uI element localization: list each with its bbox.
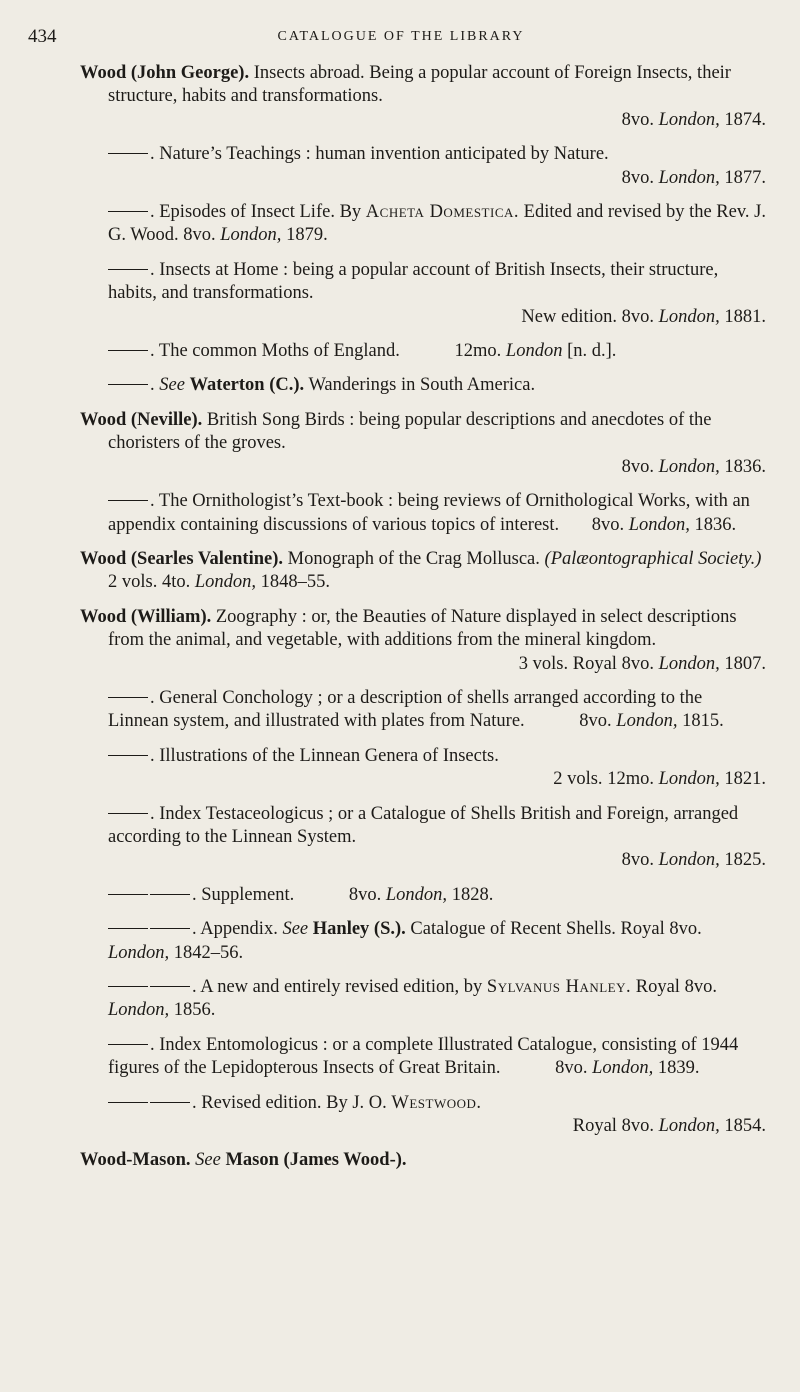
entry-imprint: 8vo. London, 1877. [621,167,766,188]
ditto-dash [150,1102,190,1103]
ditto-dash [108,894,148,895]
entry-general-conchology: . General Conchology ; or a description of shells arranged according to the Linnean system, and illustrated with plates from Nature. 8vo. London, 1815. [108,687,724,732]
ditto-dash [108,928,148,929]
ditto-dash [150,986,190,987]
entry-insects-at-home [80,259,766,329]
ditto-dash [108,986,148,987]
entry-revised-edition-hanley: . A new and entirely revised edition, by Sylvanus Hanley. Royal 8vo. London, 1856. [108,977,717,1021]
entry-heading: Wood-Mason. [80,1150,191,1171]
cross-reference: Hanley (S.). [312,919,406,940]
cross-reference: Mason (James Wood-). [225,1150,407,1171]
entry-see-waterton: . See Waterton (C.). Wanderings in South America. [80,374,766,397]
entry-title: . Index Testaceologicus ; or a Catalogue of Shells British and Foreign, arranged according to the Linnean System. [108,803,739,847]
entry-title: . The Ornithologist’s Text-book : being reviews of Ornithological Works, with an appendix containing discussions of various topics of interest. [108,491,750,535]
entry-wood-neville [80,409,766,479]
ditto-dash [108,755,148,756]
page-header [28,22,774,62]
entry-title: . Index Entomologicus : or a complete Illustrated Catalogue, consisting of 1944 figures of the Lepidopterous Insects of Great Britain. [108,1034,739,1079]
entry-wood-searles-valentine: Wood (Searles Valentine). Monograph of the Crag Mollusca. (Palæontographical Society.) 2 vols. 4to. London, 1848–55. [80,548,762,593]
ditto-dash [108,153,148,154]
entry-imprint: 8vo. London, 1825. [621,850,766,871]
entry-appendix-see-hanley: . Appendix. See Hanley (S.). Catalogue of Recent Shells. Royal 8vo. London, 1842–56. [108,919,702,963]
entry-wood-william [80,606,766,676]
entry-common-moths: . The common Moths of England. 12mo. London [n. d.]. [80,340,766,363]
entry-wood-john-george [80,62,766,132]
entry-heading: Wood (John George). [80,63,250,83]
entry-heading: Wood (William). [80,606,212,627]
ditto-dash [108,384,148,385]
entry-title: Zoography : or, the Beauties of Nature displayed in select descriptions from the animal, and vegetable, with additions from the mineral kingdom. [108,606,737,651]
entry-ornithologists-text-book: . The Ornithologist’s Text-book : being reviews of Ornithological Works, with an appendix containing discussions of various topics of interest. 8vo. London, 1836. [108,491,750,535]
ditto-dash [108,269,148,270]
ditto-dash [108,500,148,501]
entry-title: Insects abroad. Being a popular account of Foreign Insects, their structure, habits and transformations. [108,63,731,107]
entry-title: British Song Birds : being popular descriptions and anecdotes of the choristers of the groves. [108,409,712,454]
entry-imprint: 2 vols. 12mo. London, 1821. [553,769,766,790]
entry-supplement: . Supplement. 8vo. London, 1828. [80,884,766,907]
entry-natures-teachings [80,143,766,190]
entry-author: Westwood. [391,1092,482,1113]
entry-revised-westwood: . Revised edition. By J. O. Westwood. Royal 8vo. London, 1854. [80,1092,766,1139]
ditto-dash [108,1044,148,1045]
entry-imprint: Royal 8vo. London, 1854. [572,1116,766,1137]
cross-reference: Waterton (C.). [189,375,305,396]
entry-title: . General Conchology ; or a description of shells arranged according to the Linnean system, and illustrated with plates from Nature. [108,687,703,732]
entry-imprint: 8vo. London, 1874. [621,109,766,130]
running-title: CATALOGUE OF THE LIBRARY [277,29,525,44]
entry-title: . Nature’s Teachings : human invention anticipated by Nature. [150,144,609,165]
entry-wood-mason: Wood-Mason. See Mason (James Wood-). [80,1150,407,1171]
entry-illustrations-linnean-genera [80,745,766,792]
ditto-dash [108,813,148,814]
page-number: 434 [28,26,57,47]
ditto-dash [108,350,148,351]
ditto-dash [108,1102,148,1103]
entry-author: Sylvanus Hanley. [486,977,632,997]
entry-index-entomologicus: . Index Entomologicus : or a complete Illustrated Catalogue, consisting of 1944 figures of the Lepidopterous Insects of Great Britain. 8vo. London, 1839. [108,1034,739,1079]
entry-imprint: 3 vols. Royal 8vo. London, 1807. [518,653,766,674]
entry-title: . Insects at Home : being a popular account of British Insects, their structure, habits, and transformations. [108,259,719,304]
catalogue-content [80,62,766,1173]
entry-heading: Wood (Searles Valentine). [80,548,283,569]
entry-heading: Wood (Neville). [80,409,203,430]
entry-episodes-insect-life: . Episodes of Insect Life. By Acheta Domestica. Edited and revised by the Rev. J. G. Wood. 8vo. London, 1879. [108,202,766,246]
entry-imprint: 8vo. London, 1836. [621,456,766,477]
ditto-dash [150,928,190,929]
ditto-dash [108,211,148,212]
entry-author: Acheta Domestica. [365,202,520,223]
entry-index-testaceologicus [80,803,766,873]
entry-imprint: New edition. 8vo. London, 1881. [521,306,766,327]
ditto-dash [108,697,148,698]
ditto-dash [150,894,190,895]
entry-title: . Illustrations of the Linnean Genera of Insects. [150,745,499,766]
